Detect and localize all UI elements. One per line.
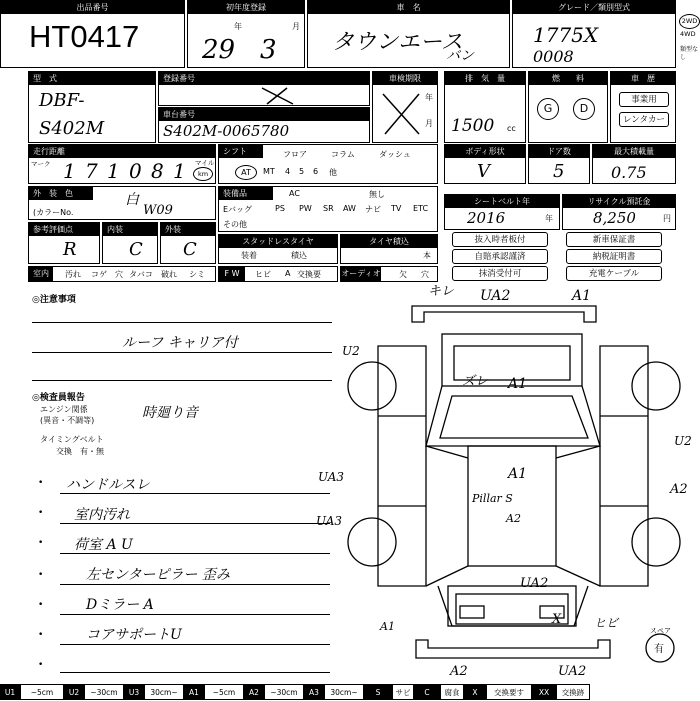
tire-load-unit: 本 — [423, 251, 431, 260]
seatbelt-label: シートベルト年 — [445, 195, 559, 208]
car-name-sub: バン — [446, 48, 474, 64]
inspector-label: ◎検査員報告 — [32, 393, 85, 403]
first-reg-year: 29 — [202, 35, 236, 65]
inspector-bullet-4: • — [38, 600, 44, 610]
papers-3: 新車保証書 — [566, 232, 662, 247]
drive-2wd: 2WD — [679, 14, 700, 29]
exterior-label: 外装 — [161, 223, 215, 236]
interior-stain: シミ — [189, 270, 205, 279]
color-value: 白 — [125, 192, 139, 208]
reg-no-label: 登録番号 — [159, 72, 369, 85]
inspector-bullet-1: • — [38, 508, 44, 518]
tire-load-box — [340, 234, 438, 264]
mileage-digit-0: 1 — [63, 159, 76, 183]
car-name-value: タウンエース — [332, 30, 463, 55]
caution-text: ルーフ キャリア付 — [122, 335, 238, 351]
legend-key-8: X — [464, 684, 486, 700]
reg-no-cross — [259, 86, 299, 106]
legend-key-2: U3 — [124, 684, 144, 700]
grade-value1: 1775X — [533, 23, 599, 47]
legend-value-0: ~5cm — [20, 684, 64, 700]
interior-notes-box — [28, 266, 216, 282]
papers-0: 抜入時者板付 — [452, 232, 548, 247]
legend-value-8: 交換要す — [486, 684, 532, 700]
equip-none: 無し — [369, 190, 385, 199]
equip-pw: PW — [299, 204, 312, 213]
shift-5: 5 — [299, 167, 305, 176]
spare-label: スペア — [650, 627, 671, 635]
interior-dirt: 汚れ — [65, 270, 81, 279]
mileage-digit-3: 0 — [129, 159, 142, 183]
inspector-line-3 — [60, 584, 330, 585]
interior-value: C — [129, 239, 143, 260]
diag-label-hibi: ヒビ — [594, 616, 619, 630]
grade-value2: 0008 — [533, 47, 574, 66]
category-box — [610, 71, 676, 143]
mileage-digit-4: 8 — [151, 159, 164, 183]
interior-tear: 破れ — [161, 270, 177, 279]
mileage-label: 走行距離 — [29, 145, 215, 158]
inspector-bullet-0: • — [38, 478, 44, 488]
inspector-bullet-6: • — [38, 660, 44, 670]
diag-label-ua2-rear: UA2 — [520, 576, 549, 591]
interior-box — [102, 222, 158, 264]
diag-label-ua3-2: UA3 — [316, 514, 343, 528]
inspector-line-5 — [60, 644, 330, 645]
fw-box — [218, 266, 338, 282]
equip-tv: TV — [391, 204, 402, 213]
seatbelt-box — [444, 194, 560, 230]
inspector-item-0: ハンドルスレ — [66, 477, 150, 493]
legend-value-2: 30cm~ — [144, 684, 184, 700]
exterior-box — [160, 222, 216, 264]
inspector-line-0 — [60, 493, 330, 494]
caution-label: ◎注意事項 — [32, 295, 76, 305]
equip-etc: ETC — [413, 204, 429, 213]
doors-label: ドア数 — [529, 145, 589, 158]
inspector-bullet-3: • — [38, 570, 44, 580]
interior-burn: コゲ — [91, 270, 107, 279]
body-shape-box — [444, 144, 526, 184]
seatbelt-unit: 年 — [545, 214, 553, 223]
recycle-label: リサイクル預託金 — [563, 195, 675, 208]
inspector-line-2 — [60, 553, 330, 554]
papers-2: 抹消受付可 — [452, 266, 548, 281]
mileage-mark-label: マーク — [31, 160, 51, 168]
diag-label-a2-bottom: A2 — [450, 664, 468, 679]
studless-mounted: 装着 — [241, 251, 257, 260]
doors-box — [528, 144, 590, 184]
shift-dash: ダッシュ — [379, 150, 411, 159]
studless-label: スタッドレスタイヤ — [219, 235, 337, 248]
inspection-year: 年 — [425, 93, 433, 102]
diag-label-u2-right: U2 — [674, 434, 692, 448]
equip-airbag: Eバッグ — [223, 205, 253, 214]
category-business: 事業用 — [619, 92, 669, 107]
chassis-box — [158, 107, 370, 143]
lot-number-label: 出品番号 — [1, 1, 184, 14]
reg-no-box — [158, 71, 370, 106]
recycle-unit: 円 — [663, 214, 671, 223]
chassis-value: S402M-0065780 — [163, 122, 290, 140]
fuel-d: D — [573, 98, 595, 120]
inspector-item-2: 荷室 A U — [74, 537, 133, 553]
inspector-line-1 — [60, 523, 330, 524]
equip-ac: AC — [289, 189, 300, 198]
equipment-label: 装備品 — [219, 187, 273, 200]
caution-line-3 — [32, 380, 332, 381]
shift-column: コラム — [331, 150, 355, 159]
diag-label-kire: キレ — [428, 284, 454, 299]
legend-key-4: A2 — [244, 684, 264, 700]
diag-label-u2-left: U2 — [342, 344, 360, 358]
audio-hole: 穴 — [421, 270, 429, 279]
car-name-label: 車 名 — [308, 1, 509, 14]
capacity-value: 0.75 — [611, 163, 647, 182]
mileage-unit-km: km — [193, 167, 213, 181]
inspector-bullet-5: • — [38, 630, 44, 640]
model-label: 型 式 — [29, 72, 155, 85]
diag-label-ua3-1: UA3 — [318, 470, 345, 484]
legend-key-1: U2 — [64, 684, 84, 700]
fuel-label: 燃 料 — [529, 72, 607, 85]
color-code: W09 — [143, 203, 173, 218]
legend-key-6: S — [364, 684, 392, 700]
shift-at: AT — [235, 165, 257, 180]
inspector-item-4: Dミラー A — [86, 597, 154, 613]
inspection-box — [372, 71, 438, 143]
capacity-label: 最大積載量 — [593, 145, 675, 158]
model-value1: DBF- — [39, 90, 85, 111]
first-reg-month: 3 — [260, 35, 277, 65]
displacement-value: 1500 — [451, 116, 495, 136]
shift-other: 他 — [329, 168, 337, 177]
papers-1: 自賠承認謹済 — [452, 249, 548, 264]
legend-value-3: ~5cm — [204, 684, 244, 700]
equip-ps: PS — [275, 204, 285, 213]
shift-4: 4 — [285, 167, 291, 176]
displacement-box — [444, 71, 526, 143]
inspection-cross — [379, 90, 423, 138]
diag-label-x-tail: X — [552, 612, 562, 627]
timing-label: タイミングベルト — [40, 435, 104, 444]
displacement-unit: cc — [507, 124, 516, 133]
equip-other: その他 — [223, 220, 247, 229]
papers-4: 納税証明書 — [566, 249, 662, 264]
legend-key-0: U1 — [0, 684, 20, 700]
damage-legend — [0, 684, 700, 700]
doors-value: 5 — [553, 161, 565, 182]
legend-key-9: XX — [532, 684, 556, 700]
legend-value-9: 交換跡 — [556, 684, 590, 700]
diag-label-ua2-top: UA2 — [480, 288, 511, 304]
inspector-line-6 — [60, 672, 330, 673]
shift-mt: MT — [263, 167, 275, 176]
equip-sr: SR — [323, 204, 334, 213]
body-shape-value: V — [477, 161, 490, 182]
seatbelt-value: 2016 — [467, 209, 506, 227]
inspector-item-1: 室内汚れ — [74, 507, 130, 523]
category-label: 車 歴 — [611, 72, 675, 85]
body-shape-label: ボディ形状 — [445, 145, 525, 158]
mileage-digit-1: 7 — [85, 159, 98, 183]
spare-mark: 有 — [654, 644, 664, 655]
inspector-line-4 — [60, 614, 330, 615]
drive-4wd: 4WD — [680, 30, 696, 38]
audio-box — [340, 266, 438, 282]
eval-label: 参考評価点 — [29, 223, 99, 236]
eval-box — [28, 222, 100, 264]
mileage-box — [28, 144, 216, 184]
diag-label-ua2-bottom: UA2 — [558, 664, 587, 679]
caution-line-2 — [32, 352, 332, 353]
papers-5: 充電ケーブル — [566, 266, 662, 281]
audio-label: オーディオ — [341, 267, 381, 281]
grade-label: グレード／類別型式 — [513, 1, 675, 14]
engine-label: エンジン関係 (異音・不調等) — [40, 405, 95, 425]
inspector-item-3: 左センターピラー 歪み — [86, 567, 230, 583]
color-label: 外 装 色 — [29, 187, 93, 200]
diag-label-a1-hood: A1 — [508, 466, 528, 482]
lot-number-box — [0, 0, 185, 68]
fw-crack: ヒビ — [255, 270, 271, 279]
category-rental: レンタカー — [619, 112, 669, 127]
diag-label-a1-rear: A1 — [380, 620, 395, 633]
mileage-digit-5: 1 — [173, 159, 186, 183]
model-box — [28, 71, 156, 143]
model-value2: S402M — [39, 118, 105, 139]
fuel-box — [528, 71, 608, 143]
chassis-label: 車台番号 — [159, 108, 369, 121]
timing-sub: 交換 有・無 — [56, 447, 104, 456]
fw-a: A — [285, 269, 291, 278]
interior-label: 内装 — [103, 223, 157, 236]
interior-tobacco: タバコ — [129, 270, 153, 279]
fw-replace: 交換要 — [297, 270, 321, 279]
interior-hole: 穴 — [115, 270, 123, 279]
caution-line-1 — [32, 322, 332, 323]
legend-value-1: ~30cm — [84, 684, 124, 700]
grade-box — [512, 0, 676, 68]
equipment-box — [218, 186, 438, 232]
fw-label: F W — [219, 267, 245, 281]
first-reg-box — [187, 0, 305, 68]
color-box — [28, 186, 216, 220]
shift-floor: フロア — [283, 150, 307, 159]
shift-box — [218, 144, 438, 184]
equip-navi: ナビ — [365, 205, 381, 214]
mileage-unit-mile: マイル — [195, 159, 215, 167]
diag-label-pillar: Pillar S — [472, 492, 513, 505]
type-note: 類型なし — [680, 46, 699, 61]
fuel-g: G — [537, 98, 559, 120]
first-reg-year-unit: 年 — [234, 22, 242, 31]
inspector-bullet-2: • — [38, 538, 44, 548]
inspector-item-5: コアサポートU — [86, 627, 182, 643]
lot-number-value: HT0417 — [29, 19, 140, 54]
recycle-value: 8,250 — [593, 209, 636, 227]
legend-value-6: サビ — [392, 684, 414, 700]
diag-label-a2-hood: A2 — [506, 512, 521, 525]
capacity-box — [592, 144, 676, 184]
shift-label: シフト — [219, 145, 263, 158]
diag-label-a1-roof: A1 — [508, 376, 528, 392]
engine-text: 時廻り音 — [142, 405, 198, 421]
shift-6: 6 — [313, 167, 319, 176]
legend-key-5: A3 — [304, 684, 324, 700]
displacement-label: 排 気 量 — [445, 72, 525, 85]
diag-label-a1-top: A1 — [572, 288, 592, 304]
eval-value: R — [63, 239, 77, 260]
diag-label-zure: ズレ — [462, 374, 489, 389]
mileage-digit-2: 1 — [107, 159, 120, 183]
color-no-label: (カラーNo. — [33, 208, 74, 217]
legend-value-7: 腐食 — [440, 684, 464, 700]
legend-key-7: C — [414, 684, 440, 700]
interior-notes-label: 室内 — [29, 267, 53, 281]
diag-label-a2-right: A2 — [670, 482, 688, 497]
exterior-value: C — [183, 239, 197, 260]
inspection-label: 車検期限 — [373, 72, 437, 85]
audio-missing: 欠 — [399, 270, 407, 279]
legend-value-5: 30cm~ — [324, 684, 364, 700]
studless-loaded: 積込 — [291, 251, 307, 260]
first-reg-month-unit: 月 — [292, 22, 300, 31]
equip-aw: AW — [343, 204, 356, 213]
recycle-box — [562, 194, 676, 230]
studless-box — [218, 234, 338, 264]
inspection-month: 月 — [425, 119, 433, 128]
legend-key-3: A1 — [184, 684, 204, 700]
car-name-box — [307, 0, 510, 68]
legend-value-4: ~30cm — [264, 684, 304, 700]
tire-load-label: タイヤ積込 — [341, 235, 437, 248]
first-reg-label: 初年度登録 — [188, 1, 304, 14]
